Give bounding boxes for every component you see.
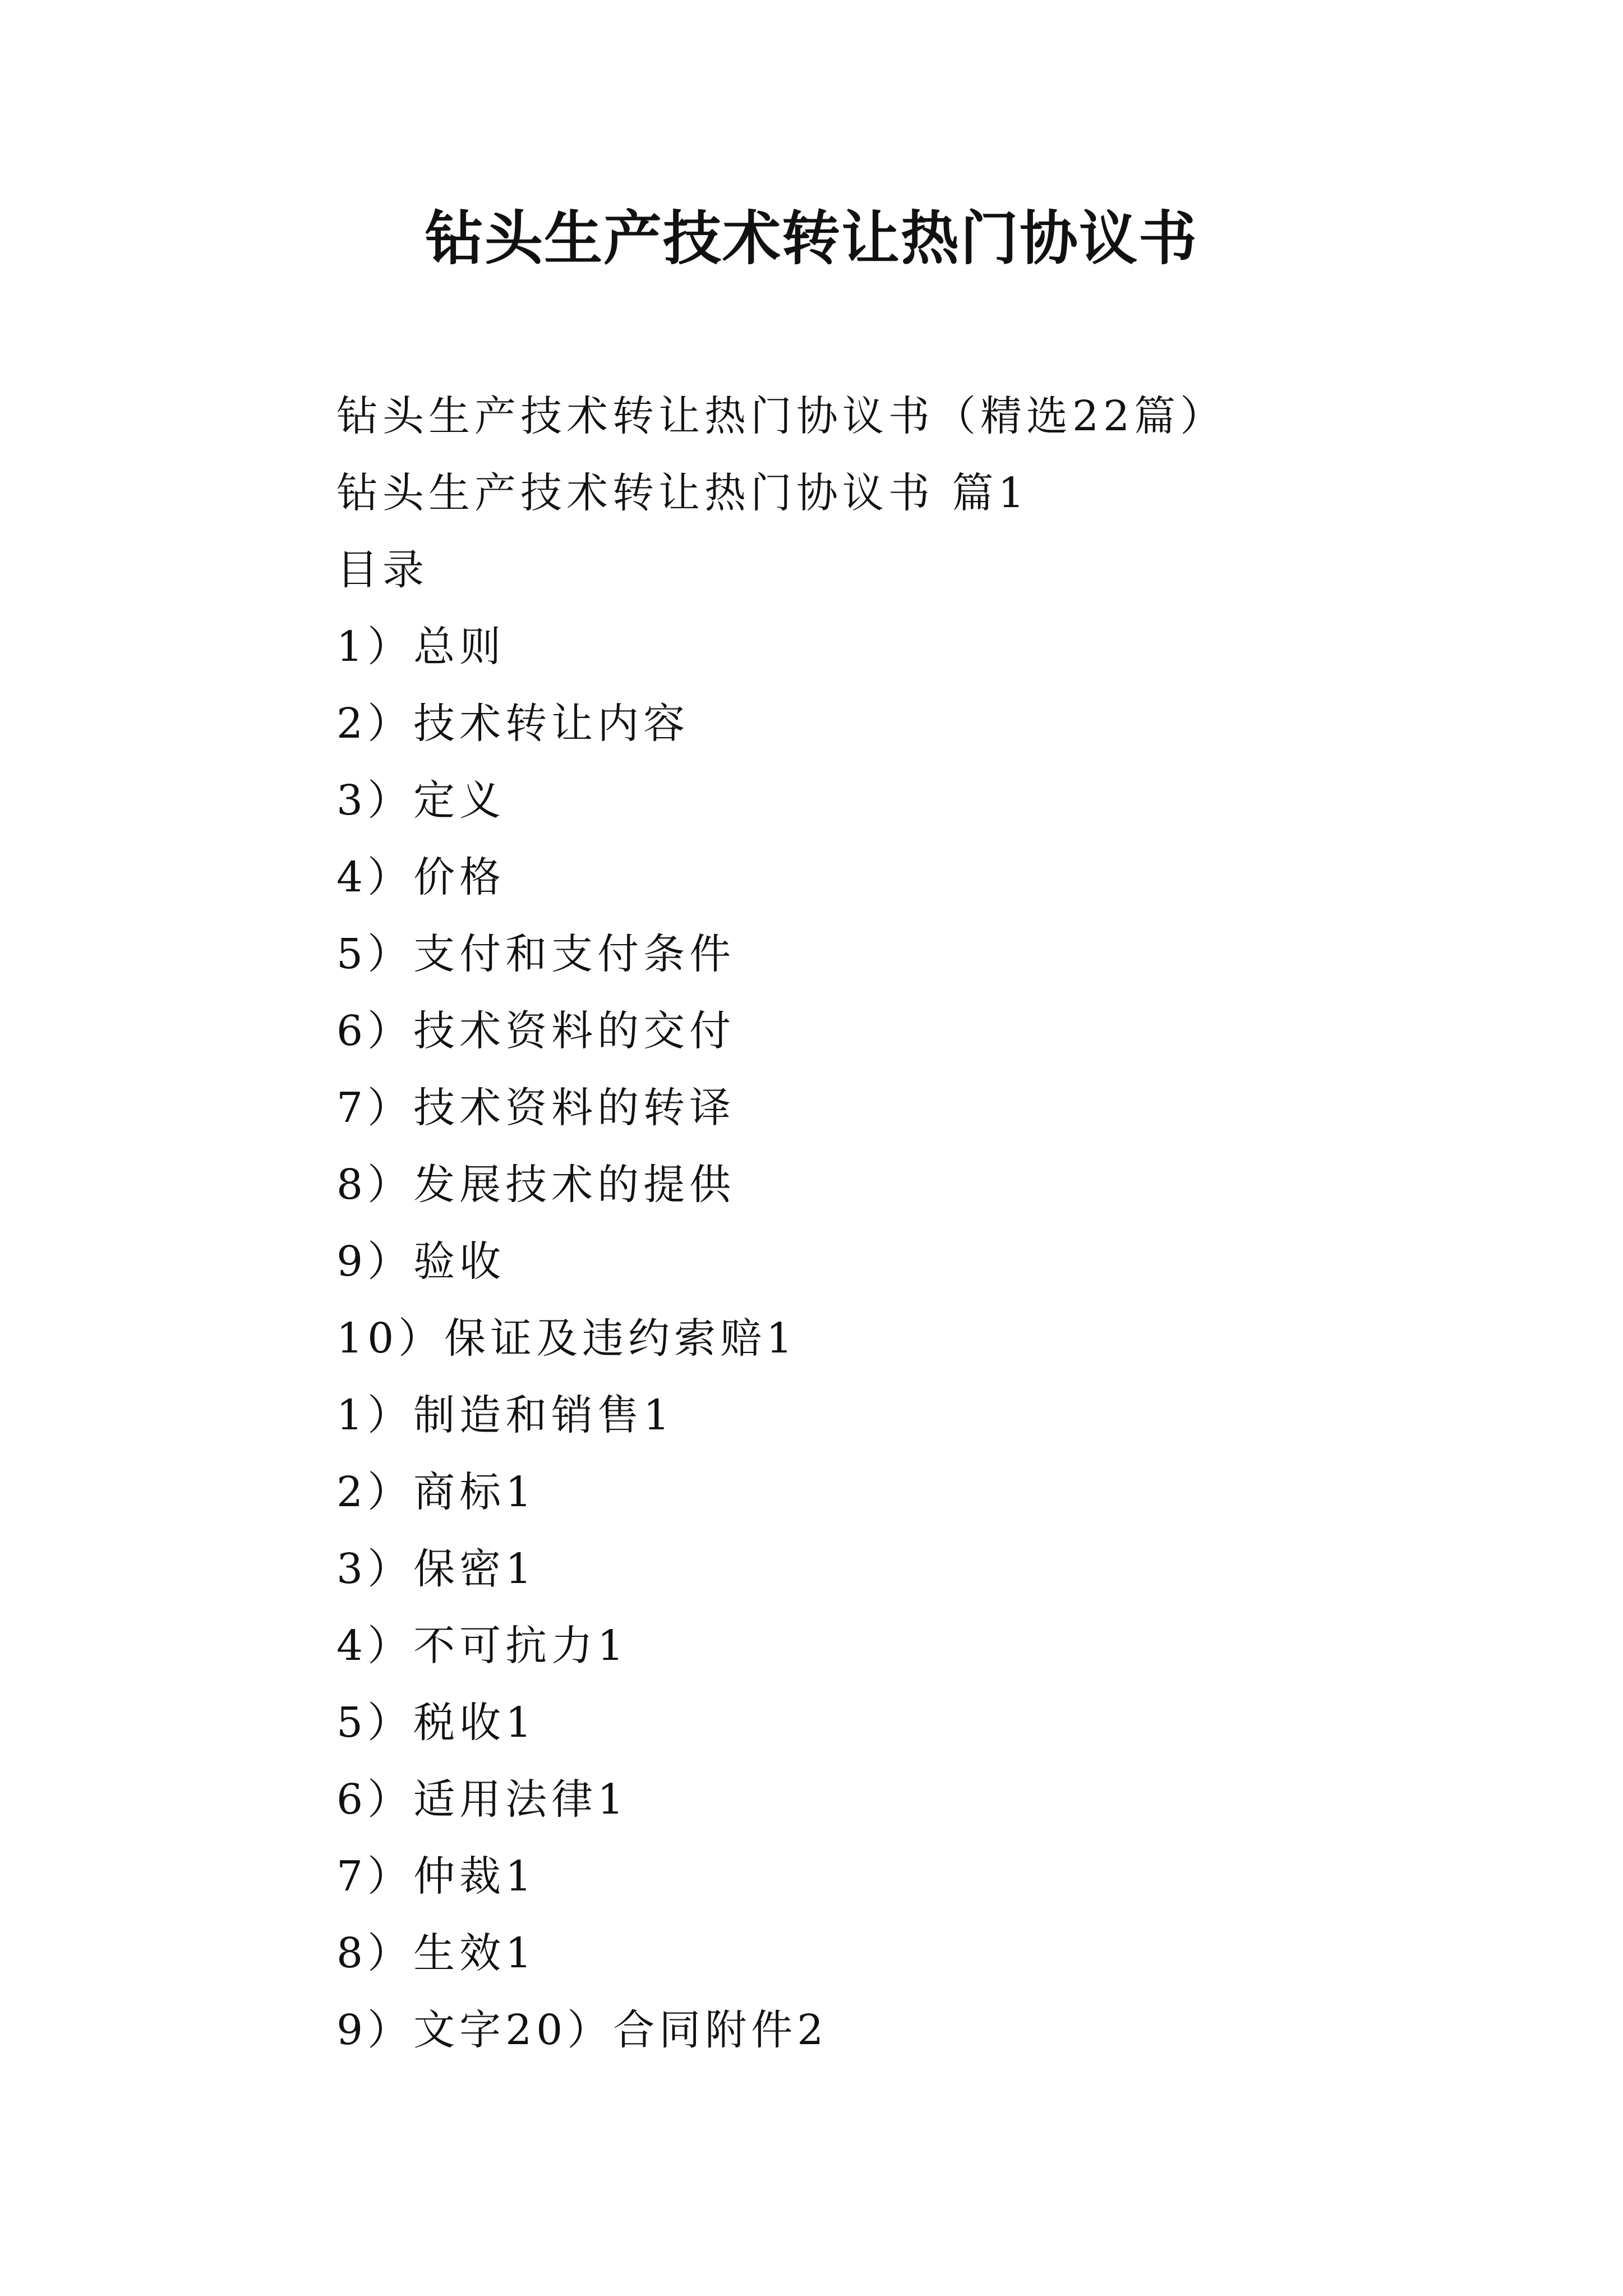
- toc-item: 2）技术转让内容: [336, 700, 690, 748]
- section-heading: 钻头生产技术转让热门协议书 篇1: [336, 469, 1029, 517]
- toc-item: 9）验收: [336, 1237, 506, 1286]
- toc-item: 2）商标1: [336, 1468, 537, 1516]
- toc-heading: 目录: [336, 546, 428, 594]
- toc-item: 10）保证及违约索赔1: [336, 1314, 797, 1363]
- toc-item: 6）适用法律1: [336, 1775, 629, 1824]
- toc-item: 5）支付和支付条件: [336, 930, 736, 978]
- toc-item: 7）技术资料的转译: [336, 1084, 736, 1132]
- toc-item: 6）技术资料的交付: [336, 1007, 736, 1055]
- toc-item: 3）定义: [336, 776, 506, 825]
- toc-item: 1）总则: [336, 623, 506, 671]
- toc-item: 1）制造和销售1: [336, 1391, 675, 1439]
- toc-item: 8）生效1: [336, 1929, 537, 1977]
- document-title: 钻头生产技术转让热门协议书: [425, 204, 1198, 273]
- toc-item: 5）税收1: [336, 1699, 537, 1747]
- toc-item: 4）不可抗力1: [336, 1622, 629, 1670]
- subtitle-line: 钻头生产技术转让热门协议书（精选22篇）: [336, 392, 1227, 440]
- toc-item: 4）价格: [336, 853, 506, 901]
- toc-item: 8）发展技术的提供: [336, 1161, 736, 1209]
- document-body: [336, 378, 1570, 2069]
- toc-item: 7）仲裁1: [336, 1852, 537, 1901]
- toc-item: 3）保密1: [336, 1545, 537, 1593]
- toc-item: 9）文字20）合同附件2: [336, 2006, 828, 2054]
